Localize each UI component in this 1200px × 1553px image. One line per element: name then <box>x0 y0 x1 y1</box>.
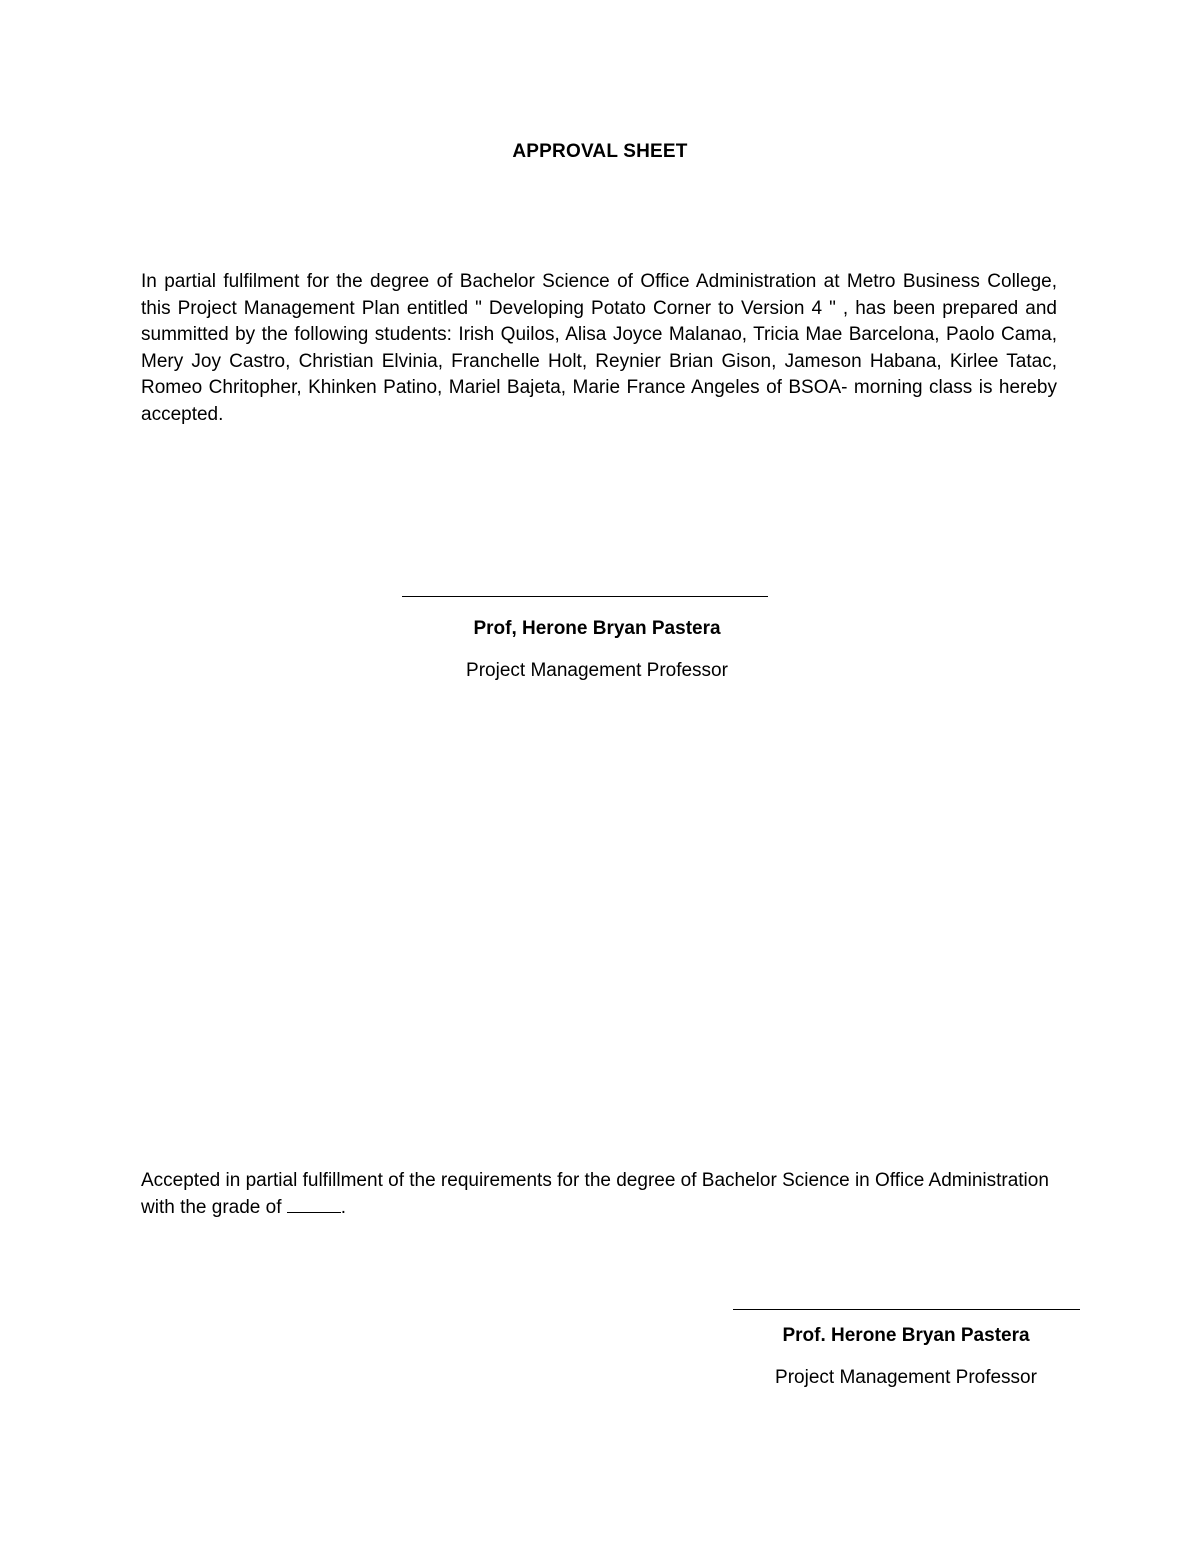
acceptance-text: Accepted in partial fulfillment of the requirements for the degree of Bachelor Science in Office Administration with the grade of <box>141 1170 1049 1218</box>
signatory-2-role: Project Management Professor <box>775 1367 1037 1388</box>
grade-blank <box>287 1195 341 1213</box>
signatory-1-role: Project Management Professor <box>466 660 728 681</box>
signatory-1-name: Prof, Herone Bryan Pastera <box>473 618 721 639</box>
acceptance-statement <box>141 1168 1057 1221</box>
acceptance-period: . <box>340 1196 347 1218</box>
signature-line-2 <box>733 1309 1080 1310</box>
signature-line-1 <box>402 596 768 597</box>
page-title: APPROVAL SHEET <box>512 141 688 162</box>
approval-paragraph: In partial fulfilment for the degree of Bachelor Science of Office Administration at Metro Business College, this Project Management Plan entitled " Developing Potato Corner to Version 4 " , has been prepared and summitted by the following students: Irish Quilos, Alisa Joyce Malanao, Tricia Mae Barcelona, Paolo Cama, Mery Joy Castro, Christian Elvinia, Franchelle Holt, Reynier Brian Gison, Jameson Habana, Kirlee Tatac, Romeo Chritopher, Khinken Patino, Mariel Bajeta, Marie France Angeles of BSOA- morning class is hereby accepted. <box>141 271 1057 425</box>
signatory-2-name: Prof. Herone Bryan Pastera <box>782 1325 1030 1346</box>
